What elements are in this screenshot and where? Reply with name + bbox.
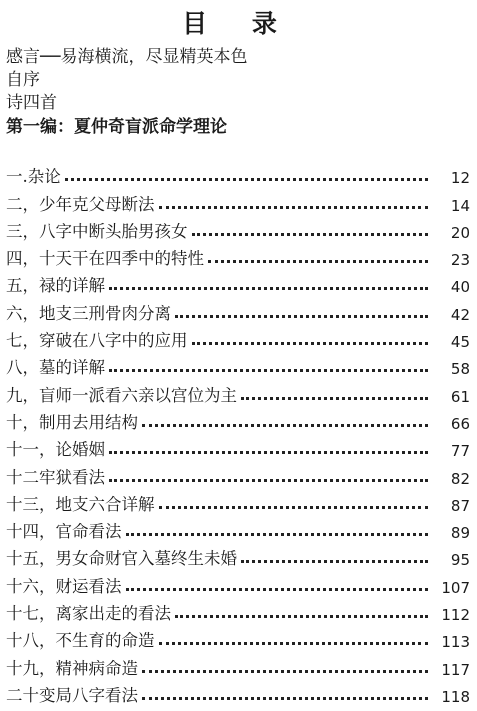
toc-entry bbox=[6, 597, 470, 624]
toc-entry-page-number: 107 bbox=[441, 578, 470, 597]
dot-leader bbox=[159, 506, 429, 509]
dot-leader bbox=[241, 560, 428, 563]
toc-entry-title: 财运看法 bbox=[55, 576, 122, 596]
toc-entry-number: 九， bbox=[6, 385, 39, 405]
toc-entry-title: 八字中断头胎男孩女 bbox=[39, 221, 188, 241]
toc-entry-title: 穿破在八字中的应用 bbox=[39, 331, 188, 351]
dot-leader bbox=[192, 233, 429, 236]
toc-entry-page-number: 42 bbox=[450, 305, 470, 324]
toc-entry bbox=[6, 269, 470, 296]
toc-entry-number: 十一， bbox=[6, 440, 56, 460]
toc-entry-page-number: 95 bbox=[450, 551, 470, 570]
toc-entry bbox=[6, 488, 470, 515]
toc-entry-title: 盲师一派看六亲以宫位为主 bbox=[39, 385, 237, 405]
toc-entry-title: 禄的详解 bbox=[39, 276, 105, 296]
toc-entry-title: 墓的详解 bbox=[39, 358, 105, 378]
toc-entry-title: 论婚姻 bbox=[55, 440, 105, 460]
toc-entry-number: 五， bbox=[6, 276, 39, 296]
toc-entry bbox=[6, 324, 470, 351]
toc-entry-page-number: 12 bbox=[450, 169, 470, 188]
toc-entry-number: 十六， bbox=[6, 576, 56, 596]
toc-entry-title: 少年克父母断法 bbox=[39, 194, 155, 214]
dot-leader bbox=[142, 670, 428, 673]
toc-entry-number: 八， bbox=[6, 358, 39, 378]
dot-leader bbox=[159, 206, 429, 209]
toc-entry-page-number: 14 bbox=[450, 196, 470, 215]
toc-entry-number: 十九， bbox=[6, 658, 56, 678]
toc-entry-number: 六， bbox=[6, 303, 39, 323]
toc-entry-page-number: 89 bbox=[450, 524, 470, 543]
toc-entry-number: 十二 bbox=[6, 467, 39, 487]
toc-entry-title: 变局八字看法 bbox=[39, 685, 138, 705]
toc-entry-title: 制用去用结构 bbox=[39, 412, 138, 432]
dot-leader bbox=[159, 642, 429, 645]
toc-entry bbox=[6, 542, 470, 569]
toc-entry-page-number: 45 bbox=[450, 333, 470, 352]
toc-entry bbox=[6, 215, 470, 242]
toc-entry bbox=[6, 679, 470, 706]
toc-entry-page-number: 20 bbox=[450, 223, 470, 242]
dot-leader bbox=[208, 260, 428, 263]
toc-entry-page-number: 112 bbox=[441, 606, 470, 625]
toc-entry-title: 精神病命造 bbox=[55, 658, 138, 678]
dot-leader bbox=[109, 287, 428, 290]
toc-entry-page-number: 66 bbox=[450, 414, 470, 433]
dot-leader bbox=[175, 315, 428, 318]
toc-entry-number: 一. bbox=[6, 167, 28, 187]
toc-entry-title: 男女命财官入墓终生未婚 bbox=[55, 549, 237, 569]
toc-entry-number: 二十 bbox=[6, 685, 39, 705]
toc-entry bbox=[6, 242, 470, 269]
toc-entry-title: 牢狱看法 bbox=[39, 467, 105, 487]
dot-leader bbox=[192, 342, 429, 345]
toc-entry-number: 三， bbox=[6, 221, 39, 241]
toc-entry-number: 四， bbox=[6, 249, 39, 269]
toc-entry-number: 二， bbox=[6, 194, 39, 214]
dot-leader bbox=[109, 369, 428, 372]
toc-entry bbox=[6, 569, 470, 596]
toc-entry bbox=[6, 433, 470, 460]
front-matter-item-preface-words: 感言──易海横流，尽显精英本色 bbox=[6, 47, 248, 67]
dot-leader bbox=[109, 479, 428, 482]
toc-entry-title: 十天干在四季中的特性 bbox=[39, 249, 204, 269]
dot-leader bbox=[126, 588, 429, 591]
toc-entry-page-number: 77 bbox=[450, 442, 470, 461]
front-matter-item-poems: 诗四首 bbox=[6, 93, 57, 113]
toc-entry-page-number: 40 bbox=[450, 278, 470, 297]
toc-entry-title: 地支三刑骨肉分离 bbox=[39, 303, 171, 323]
toc-entry-list bbox=[6, 160, 470, 706]
toc-entry bbox=[6, 187, 470, 214]
toc-entry bbox=[6, 351, 470, 378]
toc-entry bbox=[6, 624, 470, 651]
toc-entry-title: 官命看法 bbox=[55, 522, 122, 542]
toc-entry-title: 地支六合详解 bbox=[55, 494, 155, 514]
toc-entry-page-number: 118 bbox=[441, 687, 470, 706]
toc-entry-page-number: 82 bbox=[450, 469, 470, 488]
toc-entry bbox=[6, 296, 470, 323]
toc-entry-number: 十三， bbox=[6, 494, 56, 514]
toc-entry bbox=[6, 460, 470, 487]
toc-entry-title: 离家出走的看法 bbox=[55, 604, 171, 624]
dot-leader bbox=[241, 397, 428, 400]
dot-leader bbox=[142, 424, 428, 427]
toc-entry-page-number: 117 bbox=[441, 660, 470, 679]
toc-entry bbox=[6, 378, 470, 405]
toc-entry bbox=[6, 651, 470, 678]
dot-leader bbox=[65, 178, 428, 181]
toc-entry bbox=[6, 160, 470, 187]
toc-entry bbox=[6, 406, 470, 433]
page-title: 目 录 bbox=[182, 9, 295, 38]
dot-leader bbox=[109, 451, 428, 454]
toc-entry-title: 杂论 bbox=[27, 167, 61, 187]
dot-leader bbox=[126, 533, 429, 536]
toc-entry-number: 十五， bbox=[6, 549, 56, 569]
toc-entry-number: 十四， bbox=[6, 522, 56, 542]
toc-entry-number: 七， bbox=[6, 331, 39, 351]
toc-entry bbox=[6, 515, 470, 542]
toc-entry-page-number: 113 bbox=[441, 633, 470, 652]
dot-leader bbox=[142, 697, 428, 700]
toc-entry-title: 不生育的命造 bbox=[55, 631, 155, 651]
toc-entry-page-number: 61 bbox=[450, 387, 470, 406]
dot-leader bbox=[175, 615, 428, 618]
part-heading: 第一编：夏仲奇盲派命学理论 bbox=[6, 117, 227, 137]
toc-entry-page-number: 58 bbox=[450, 360, 470, 379]
toc-entry-page-number: 23 bbox=[450, 251, 470, 270]
toc-entry-number: 十七， bbox=[6, 604, 56, 624]
front-matter-list bbox=[6, 46, 466, 140]
front-matter-item-author-preface: 自序 bbox=[6, 70, 40, 90]
toc-entry-page-number: 87 bbox=[450, 496, 470, 515]
toc-entry-number: 十， bbox=[6, 412, 39, 432]
toc-entry-number: 十八， bbox=[6, 631, 56, 651]
